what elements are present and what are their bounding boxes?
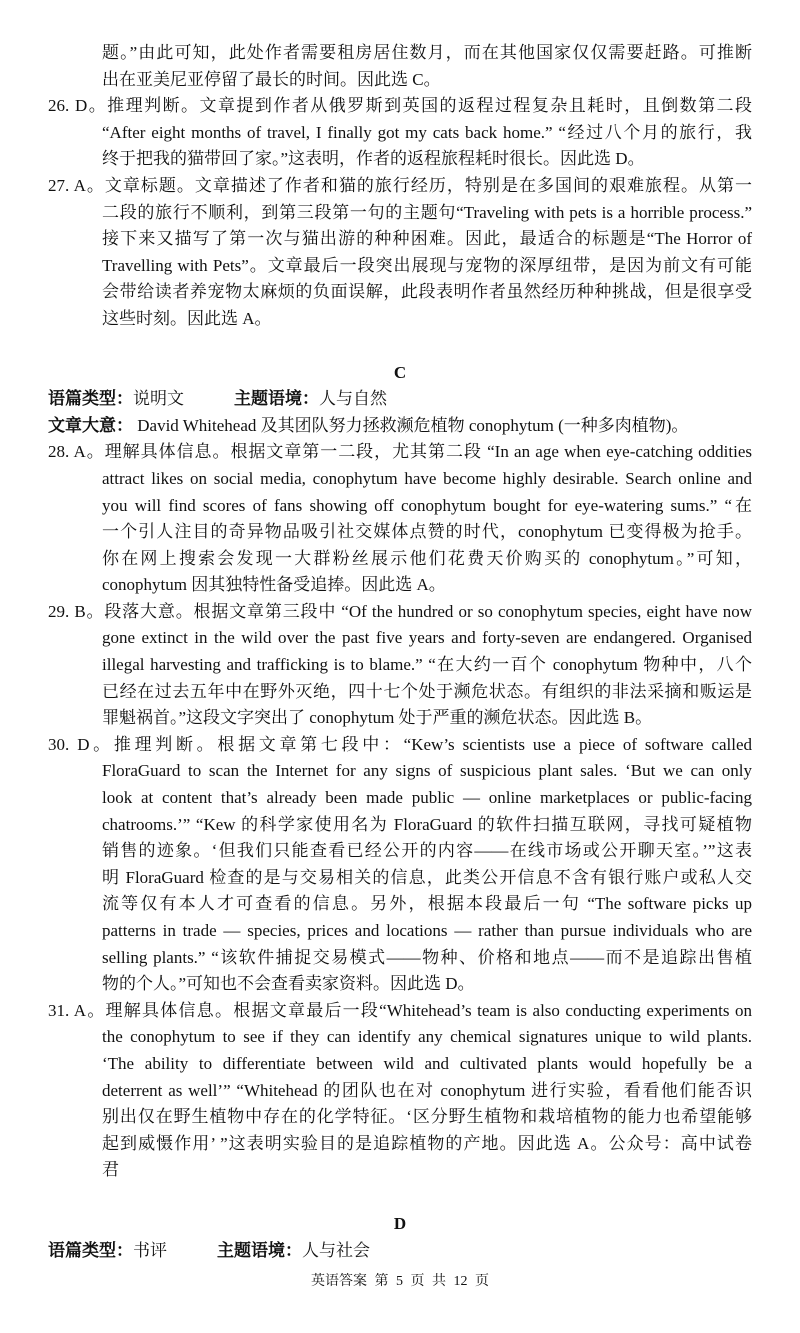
text-line: 物的个人。”可知也不会查看卖家资料。因此选 D。 xyxy=(102,974,475,994)
info-value: David Whitehead 及其团队努力拯救濒危植物 conophytum (一种多肉植物)。 xyxy=(133,415,689,435)
text-line: 已经在过去五年中在野外灭绝，四十七个处于濒危状态。有组织的非法采摘和贩运是 xyxy=(102,681,752,701)
answer-paragraph xyxy=(0,173,800,333)
text-line: 终于把我的猫带回了家。”这表明，作者的返程旅程耗时很长。因此选 D。 xyxy=(102,149,645,169)
text-line: chatrooms.’” “Kew 的科学家使用名为 FloraGuard 的软件扫描互联网，寻找可疑植物 xyxy=(102,814,752,834)
info-value: 人与自然 xyxy=(319,389,387,409)
text-line: attract likes on social media, conophytum have become highly desirable. Search online and xyxy=(102,468,752,488)
answer-paragraph xyxy=(0,998,800,1184)
text-line: 这些时刻。因此选 A。 xyxy=(102,308,272,328)
info-value: 人与社会 xyxy=(302,1240,370,1260)
text-line: illegal harvesting and trafficking is to blame.” “在大约一百个 conophytum 物种中，八个 xyxy=(102,655,752,675)
section-heading: C xyxy=(393,362,407,382)
info-label: 主题语境： xyxy=(234,389,319,409)
text-line: 一个引人注目的奇异物品吸引社交媒体点赞的时代，conophytum 已变得极为抢手。 xyxy=(102,522,752,542)
passage-info xyxy=(48,386,800,413)
text-line: you will find scores of fans showing off conophytum bought for eye-watering sums.” “在 xyxy=(102,495,752,515)
text-line: 销售的迹象。‘但我们只能查看已经公开的内容——在线市场或公开聊天室。’”这表 xyxy=(102,841,752,861)
answer-paragraph xyxy=(0,599,800,732)
passage-info xyxy=(48,413,800,440)
info-label: 文章大意： xyxy=(48,415,133,435)
answer-paragraph xyxy=(0,40,800,93)
section-heading: D xyxy=(393,1213,407,1233)
text-line: look at content that’s already been made public — online marketplaces or public-facing xyxy=(102,788,752,808)
page-footer: 英语答案 第 5 页 共 12 页 xyxy=(311,1274,489,1289)
text-line: 罪魁祸首。”这段文字突出了 conophytum 处于严重的濒危状态。因此选 B。 xyxy=(102,708,653,728)
text-line: 会带给读者养宠物太麻烦的负面误解，此段表明作者虽然经历种种挑战，但是很享受 xyxy=(102,282,752,302)
text-line: selling plants.” “该软件捕捉交易模式——物种、价格和地点——而不是追踪出售植 xyxy=(102,947,752,967)
text-line: 明 FloraGuard 检查的是与交易相关的信息，此类公开信息不含有银行账户或私人交 xyxy=(102,867,752,887)
text-line: conophytum 因其独特性备受追捧。因此选 A。 xyxy=(102,575,446,595)
text-line: 27. A。文章标题。文章描述了作者和猫的旅行经历，特别是在多国间的艰难旅程。从第一 xyxy=(48,175,752,195)
answer-paragraph xyxy=(0,439,800,599)
text-line: 30. D。推理判断。根据文章第七段中：“Kew’s scientists use a piece of software called xyxy=(48,734,752,754)
info-label: 主题语境： xyxy=(217,1240,302,1260)
text-line: “After eight months of travel, I finally got my cats back home.” “经过八个月的旅行，我 xyxy=(102,122,752,142)
text-line: ‘The ability to differentiate between wild and cultivated plants would hopefully be a xyxy=(102,1053,752,1073)
info-value: 说明文 xyxy=(133,389,184,409)
text-line: 流等仅有本人才可查看的信息。另外，根据本段最后一句 “The software picks up xyxy=(102,894,752,914)
text-line: 28. A。理解具体信息。根据文章第一二段，尤其第二段 “In an age when eye-catching oddities xyxy=(48,442,752,462)
text-line: 别出仅在野生植物中存在的化学特征。‘区分野生植物和栽培植物的能力也希望能够 xyxy=(102,1107,752,1127)
text-line: 29. B。段落大意。根据文章第三段中 “Of the hundred or so conophytum species, eight have now xyxy=(48,601,752,621)
info-value: 书评 xyxy=(133,1240,167,1260)
info-label: 语篇类型： xyxy=(48,1240,133,1260)
text-line: 题。”由此可知，此处作者需要租房居住数月，而在其他国家仅仅需要赶路。可推断 xyxy=(102,43,752,62)
text-line: 26. D。推理判断。文章提到作者从俄罗斯到英国的返程过程复杂且耗时，且倒数第二段 xyxy=(48,96,752,116)
text-line: deterrent as well’” “Whitehead 的团队也在对 conophytum 进行实验，看看他们能否识 xyxy=(102,1080,752,1100)
text-line: 你在网上搜索会发现一大群粉丝展示他们花费天价购买的 conophytum。”可知， xyxy=(102,548,752,568)
text-line: 君 xyxy=(102,1160,119,1180)
text-line: 31. A。理解具体信息。根据文章最后一段“Whitehead’s team is also conducting experiments on xyxy=(48,1000,752,1020)
text-line: Travelling with Pets”。文章最后一段突出展现与宠物的深厚纽带，是因为前文有可能 xyxy=(102,255,752,275)
answer-paragraph xyxy=(0,732,800,998)
answer-paragraph xyxy=(0,93,800,173)
text-line: the conophytum to see if they can identify any chemical signatures unique to wild plants. xyxy=(102,1027,752,1047)
text-line: patterns in trade — species, prices and locations — rather than pursue individuals who are xyxy=(102,921,752,940)
info-label: 语篇类型： xyxy=(48,389,133,409)
text-line: 起到威慑作用’ ”这表明实验目的是追踪植物的产地。因此选 A。公众号：高中试卷 xyxy=(102,1133,752,1153)
text-line: 出在亚美尼亚停留了最长的时间。因此选 C。 xyxy=(102,69,441,89)
document-page xyxy=(0,40,800,1264)
passage-info xyxy=(48,1238,800,1265)
text-line: FloraGuard to scan the Internet for any signs of suspicious plant sales. ‘But we can only xyxy=(102,761,752,781)
text-line: gone extinct in the wild over the past five years and forty-seven are endangered. Organised xyxy=(102,628,752,648)
text-line: 接下来又描写了第一次与猫出游的种种困难。因此，最适合的标题是“The Horror of xyxy=(102,229,752,249)
text-line: 二段的旅行不顺利，到第三段第一句的主题句“Traveling with pets is a horrible process.” xyxy=(102,202,752,222)
